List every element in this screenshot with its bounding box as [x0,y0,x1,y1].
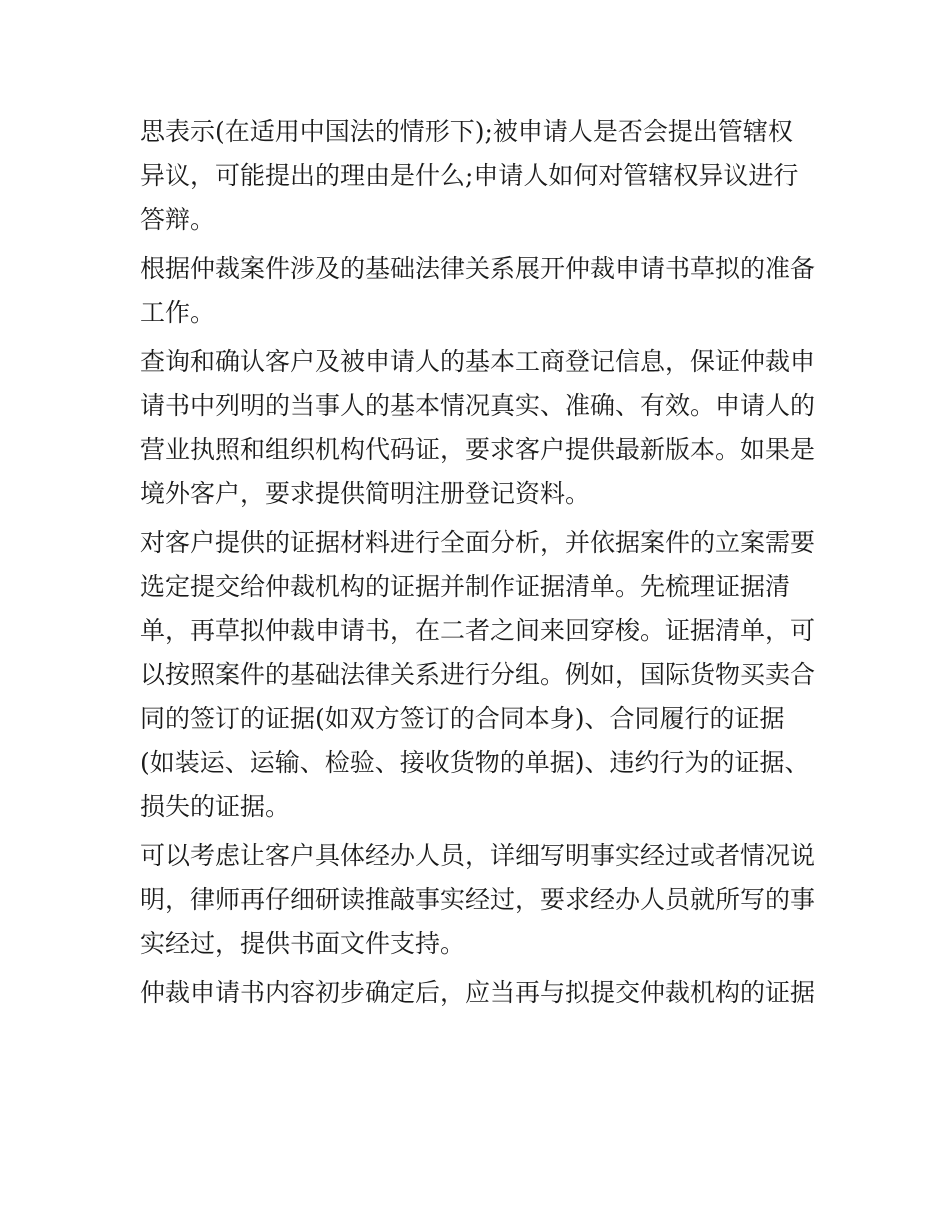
text-line: 明，律师再仔细研读推敲事实经过，要求经办人员就所写的事 [140,885,816,914]
text-line: 损失的证据。 [140,792,291,821]
text-line: 仲裁申请书内容初步确定后，应当再与拟提交仲裁机构的证据 [140,978,816,1007]
text-line: 境外客户，要求提供简明注册登记资料。 [140,479,591,508]
paragraph-evidence-list [140,521,820,829]
text-line: 请书中列明的当事人的基本情况真实、准确、有效。申请人的 [140,391,816,420]
text-line: 可以考虑让客户具体经办人员，详细写明事实经过或者情况说 [140,841,816,870]
paragraph-registration-info [140,340,820,516]
text-line: 查询和确认客户及被申请人的基本工商登记信息，保证仲裁申 [140,347,816,376]
document-body [140,110,820,1015]
text-line: 思表示(在适用中国法的情形下);被申请人是否会提出管辖权 [140,117,793,146]
paragraph-jurisdiction-objection [140,110,820,242]
text-line: 实经过，提供书面文件支持。 [140,929,466,958]
paragraph-fact-statement [140,834,820,966]
text-line: 同的签订的证据(如双方签订的合同本身)、合同履行的证据 [140,704,785,733]
text-line: 根据仲裁案件涉及的基础法律关系展开仲裁申请书草拟的准备 [140,254,816,283]
paragraph-application-finalize [140,971,820,1015]
text-line: 答辩。 [140,205,216,234]
text-line: 营业执照和组织机构代码证，要求客户提供最新版本。如果是 [140,435,816,464]
text-line: 异议，可能提出的理由是什么;申请人如何对管辖权异议进行 [140,161,799,190]
text-line: 选定提交给仲裁机构的证据并制作证据清单。先梳理证据清 [140,572,791,601]
paragraph-legal-relationship [140,247,820,335]
text-line: 对客户提供的证据材料进行全面分析，并依据案件的立案需要 [140,528,816,557]
text-line: 单，再草拟仲裁申请书，在二者之间来回穿梭。证据清单，可 [140,616,816,645]
text-line: 以按照案件的基础法律关系进行分组。例如，国际货物买卖合 [140,660,816,689]
text-line: 工作。 [140,298,216,327]
text-line: (如装运、运输、检验、接收货物的单据)、违约行为的证据、 [140,748,810,777]
